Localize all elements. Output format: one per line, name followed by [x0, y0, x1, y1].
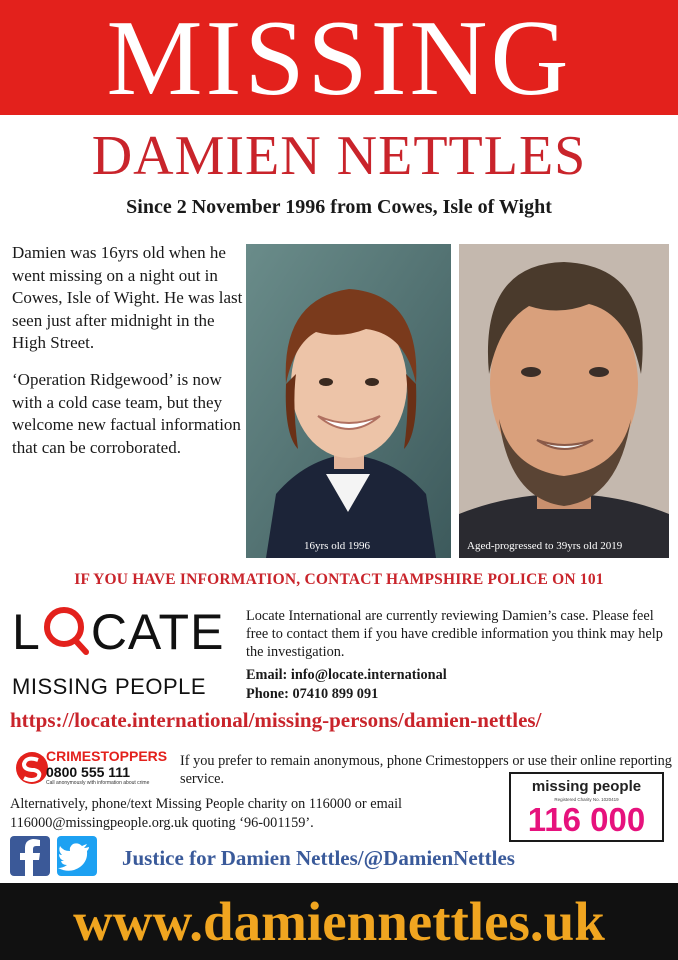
locate-logo-letters: CATE: [90, 604, 225, 660]
social-handle-text: Justice for Damien Nettles/@DamienNettles: [122, 846, 515, 870]
person-name: DAMIEN NETTLES: [91, 125, 587, 187]
missing-people-text: Alternatively, phone/text Missing People charity on 116000 or email 116000@missingpeople.org.uk quoting ‘96-001159’.: [10, 796, 403, 831]
portrait-2019-image: [459, 244, 669, 558]
story-paragraph: ‘Operation Ridgewood’ is now with a cold case team, but they welcome new factual information that can be corroborated.: [12, 369, 241, 457]
locate-url[interactable]: https://locate.international/missing-persons/damien-nettles/: [10, 708, 542, 732]
photo-2019: [459, 244, 669, 558]
crimestoppers-tagline: Call anonymously with information about crime: [46, 780, 150, 786]
locate-logo-letter: L: [12, 604, 41, 660]
photo-1996: [246, 244, 451, 558]
locate-logo: [12, 602, 224, 662]
missing-people-brand: missing people: [531, 778, 642, 795]
missing-people-logo: [509, 772, 664, 842]
crimestoppers-number: 0800 555 111: [46, 764, 131, 780]
footer-website[interactable]: www.damiennettles.uk: [73, 891, 605, 952]
story-text: [12, 242, 244, 473]
missing-people-number: 116 000: [527, 801, 646, 838]
police-callout: IF YOU HAVE INFORMATION, CONTACT HAMPSHIRE POLICE ON 101: [74, 571, 604, 588]
locate-logo-subtitle: MISSING PEOPLE: [12, 674, 207, 699]
missing-since-line: Since 2 November 1996 from Cowes, Isle of Wight: [126, 196, 552, 218]
story-paragraph: Damien was 16yrs old when he went missing on a night out in Cowes, Isle of Wight. He was last seen just after midnight in the High Street.: [12, 243, 243, 353]
crimestoppers-name: CRIMESTOPPERS: [46, 748, 168, 764]
missing-people-charity-no: Registered Charity No. 1020419: [554, 797, 619, 802]
locate-email: Email: info@locate.international: [246, 667, 447, 683]
facebook-icon: [10, 836, 50, 876]
photo-caption: Aged-progressed to 39yrs old 2019: [467, 540, 623, 552]
magnifier-icon: [42, 605, 90, 655]
locate-description: Locate International are currently reviewing Damien’s case. Please feel free to contact them if you have credible information you think may help the investigation.: [246, 608, 663, 660]
locate-phone: Phone: 07410 899 091: [246, 686, 379, 702]
twitter-icon: [57, 836, 97, 876]
social-icons: [10, 834, 105, 882]
portrait-1996-image: [246, 244, 451, 558]
crimestoppers-text: If you prefer to remain anonymous, phone Crimestoppers or use their online reporting service.: [180, 753, 672, 787]
photo-caption: 16yrs old 1996: [304, 540, 370, 552]
missing-title: MISSING: [106, 0, 572, 118]
